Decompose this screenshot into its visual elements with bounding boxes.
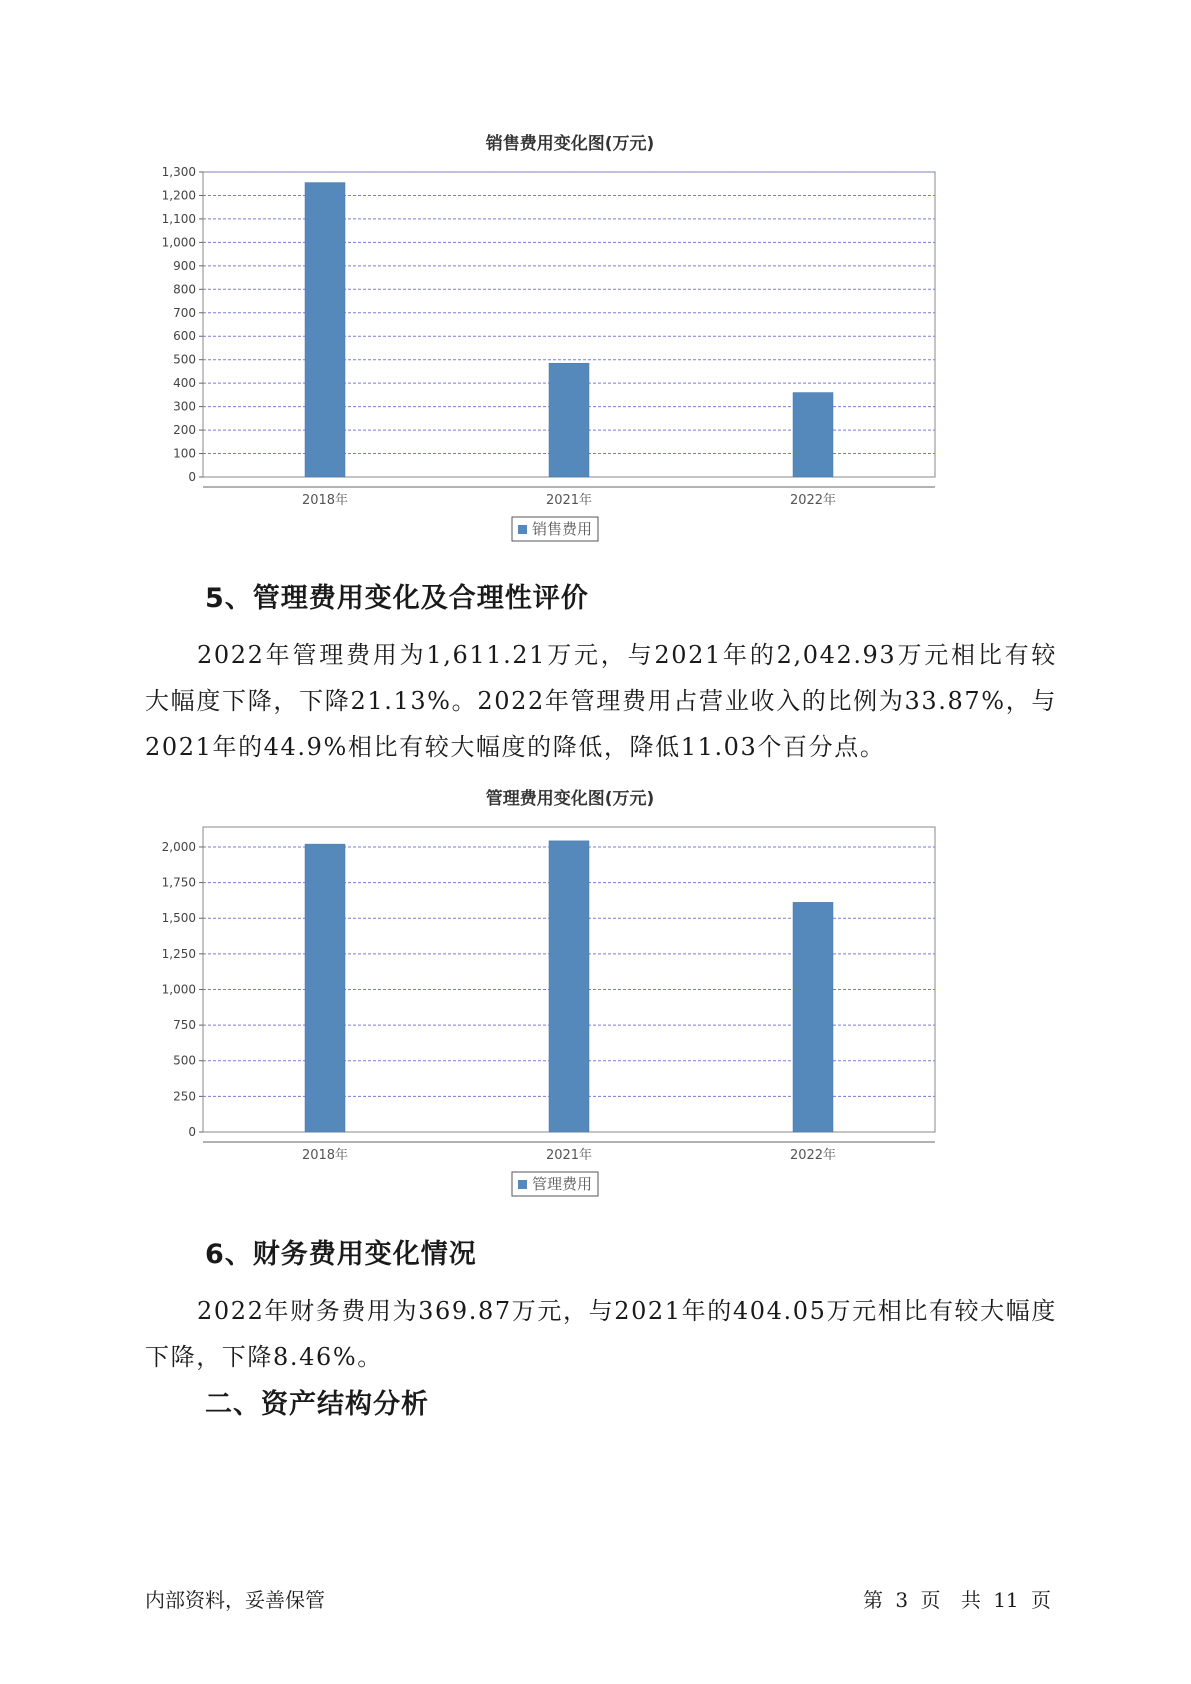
chart1-bar	[793, 902, 833, 1132]
chart0-legend-swatch	[518, 525, 527, 534]
chart1-y-tick-label: 1,500	[161, 911, 196, 926]
chart0-y-tick-label: 1,300	[161, 165, 196, 179]
section5-paragraph: 2022年管理费用为1,611.21万元，与2021年的2,042.93万元相比有较大幅度下降，下降21.13%。2022年管理费用占营业收入的比例为33.87%，与2021年的44.9%相比有较大幅度的降低，降低11.03个百分点。	[145, 641, 1057, 761]
footer-total-pages: 11	[993, 1588, 1019, 1612]
chart0-y-tick-label: 1,200	[161, 188, 196, 203]
chart0-y-tick-label: 900	[173, 258, 196, 273]
sales-expense-chart	[140, 125, 1040, 550]
footer-page-info	[857, 1584, 1051, 1613]
chart1-legend-swatch	[518, 1180, 527, 1189]
chart0-y-tick-label: 1,100	[161, 211, 196, 226]
chart1-y-tick-label: 1,250	[161, 946, 196, 961]
admin-expense-chart-svg	[140, 780, 1040, 1205]
chart0-y-tick-label: 700	[173, 305, 196, 320]
chart0-y-tick-label: 600	[173, 329, 196, 344]
chart0-x-tick-label: 2021年	[545, 493, 593, 508]
chart1-legend-label: 管理费用	[532, 1175, 593, 1193]
chart1-y-tick-label: 0	[188, 1125, 196, 1139]
chart0-title: 销售费用变化图(万元)	[485, 134, 655, 154]
chart1-bar	[549, 841, 589, 1132]
chart0-legend-label: 销售费用	[532, 520, 593, 538]
chart0-y-tick-label: 500	[173, 352, 196, 367]
section-two-heading: 二、资产结构分析	[205, 1389, 429, 1420]
chart1-x-tick-label: 2021年	[545, 1148, 593, 1163]
chart0-x-tick-label: 2018年	[301, 493, 349, 508]
chart0-y-tick-label: 400	[173, 376, 196, 391]
chart0-y-tick-label: 1,000	[161, 235, 196, 250]
chart1-title: 管理费用变化图(万元)	[485, 789, 655, 809]
chart1-y-tick-label: 1,000	[161, 982, 196, 997]
footer-total-prefix: 共	[960, 1588, 981, 1612]
chart0-x-tick-label: 2022年	[789, 493, 837, 508]
chart0-y-tick-label: 800	[173, 282, 196, 297]
chart0-y-tick-label: 100	[173, 446, 196, 461]
chart1-y-tick-label: 750	[173, 1018, 196, 1033]
chart0-bar	[549, 363, 589, 477]
chart1-y-tick-label: 500	[173, 1053, 196, 1068]
section5-heading: 5、管理费用变化及合理性评价	[205, 583, 589, 614]
section6-heading: 6、财务费用变化情况	[205, 1239, 477, 1270]
chart0-bar	[305, 183, 345, 477]
footer-page-number: 3	[895, 1588, 909, 1612]
chart0-y-tick-label: 0	[188, 470, 196, 484]
footer-confidential-note: 内部资料，妥善保管	[145, 1588, 325, 1612]
footer-page-prefix: 第	[863, 1588, 884, 1612]
sales-expense-chart-svg	[140, 125, 1040, 550]
section6-paragraph: 2022年财务费用为369.87万元，与2021年的404.05万元相比有较大幅度下降，下降8.46%。	[145, 1297, 1057, 1371]
chart0-y-tick-label: 200	[173, 423, 196, 438]
chart1-x-tick-label: 2018年	[301, 1148, 349, 1163]
chart1-bar	[305, 844, 345, 1132]
admin-expense-chart	[140, 780, 1040, 1205]
chart0-y-tick-label: 300	[173, 399, 196, 414]
chart1-y-tick-label: 2,000	[161, 839, 196, 854]
footer-page-suffix: 页	[920, 1588, 941, 1612]
chart1-x-tick-label: 2022年	[789, 1148, 837, 1163]
chart1-y-tick-label: 1,750	[161, 875, 196, 890]
chart1-y-tick-label: 250	[173, 1089, 196, 1104]
chart0-bar	[793, 393, 833, 477]
footer-total-suffix: 页	[1031, 1588, 1051, 1612]
